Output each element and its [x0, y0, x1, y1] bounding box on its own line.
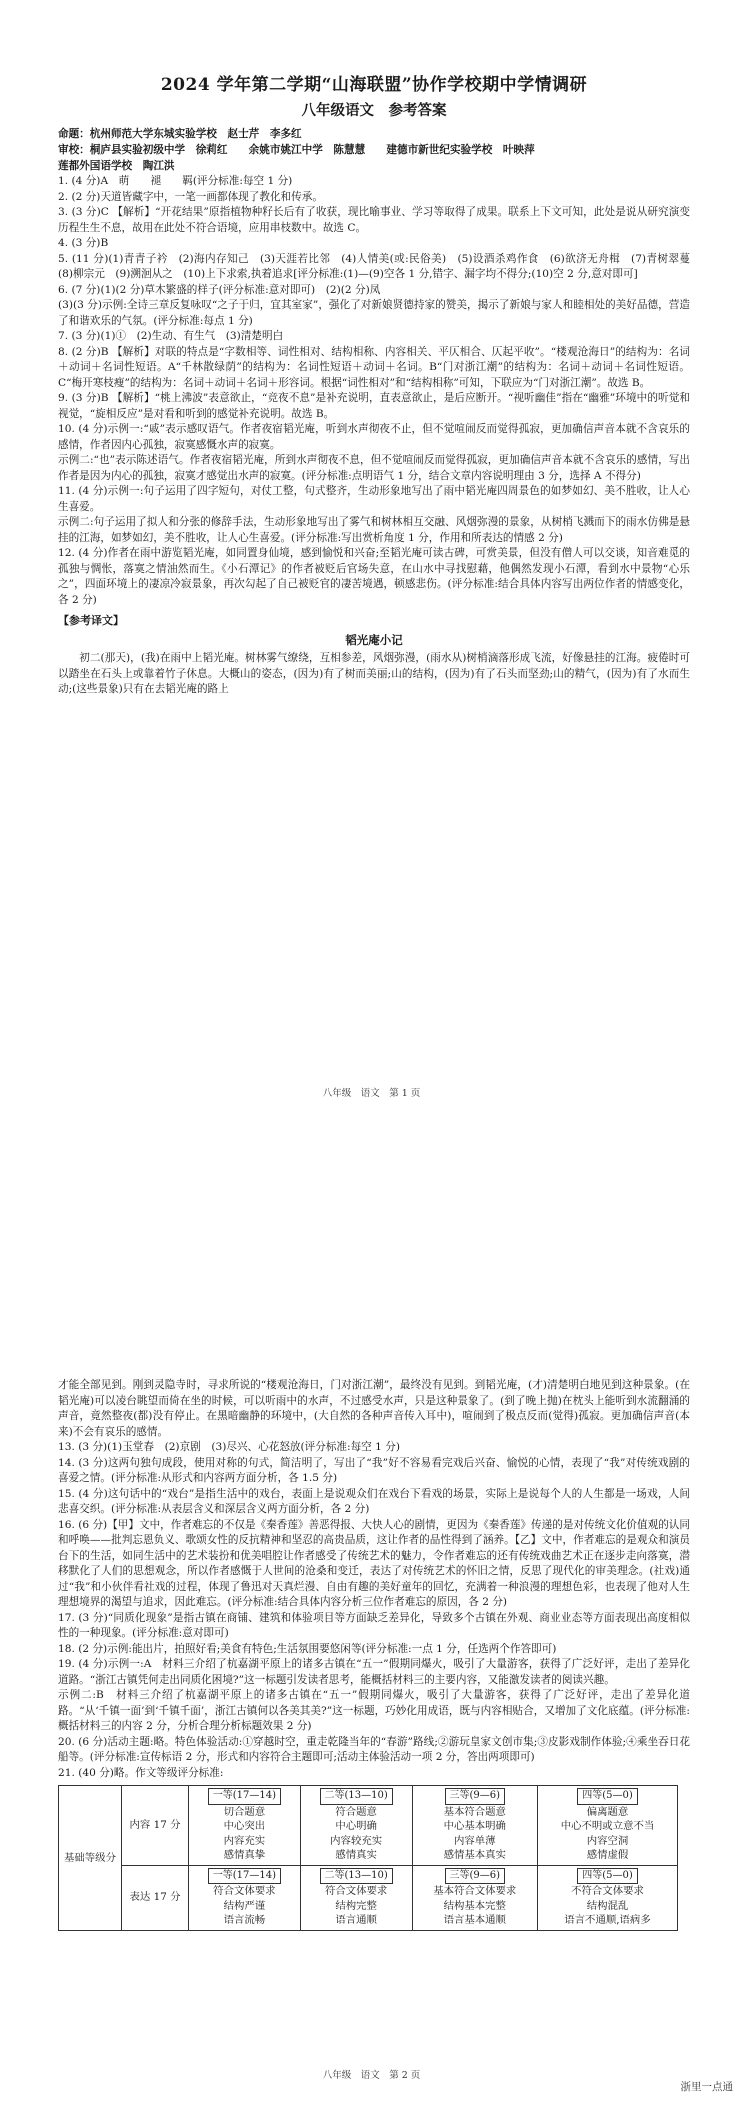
level-text	[416, 1805, 534, 1863]
grade-line: 偏离题意	[586, 1805, 629, 1818]
answer-paragraph: 16. (6 分)【甲】文中，作者难忘的不仅是《秦香莲》善恶得报、大快人心的剧情，更因为《秦香莲》传递的是对传统文化价值观的认同和呼唤——批判忘恩负义、歌颂女性的反抗精神和坚忍的高贵品质，这让作者的品性得到了涵养。【乙】文中，作者难忘的是观众和演员台下的生活，如同生活中的艺术装扮和优美唱腔让作者感受了传统艺术的魅力，令作者难忘的还有传统戏曲艺术正在逐步走向落寞，潜移默化了人们的思想观念，所以作者感慨于人世间的沧桑和变迁，表达了对传统艺术的怀旧之情，反思了现代化的审美理念。(社戏)通过“我”和小伙伴看社戏的过程，体现了鲁迅对天真烂漫、自由有趣的美好童年的回忆，充满着一种浪漫的理想色彩，也表现了他对人生理想境界的渴望与追求，因此难忘。(评分标准:结合具体内容分析三位作者难忘的原因，各 2 分)	[58, 1518, 690, 1608]
answer-paragraph: 示例二:“也”表示陈述语气。作者夜宿韬光庵，所到水声彻夜不息，但不觉喧闹反而觉得孤寂，更加确信声音本就不含哀乐的感情，写出作者是因为内心的孤独，寂寞才感觉出水声的寂寞。(评分标准:点明语气 1 分，结合文章内容说明理由 3 分，选择 A 不得分)	[58, 454, 690, 482]
level-label: 一等(17—14)	[208, 1868, 281, 1885]
expression-cell-3	[412, 1865, 537, 1930]
grade-line: 语言不通顺,语病多	[564, 1914, 651, 1926]
grade-category: 基础等级分	[59, 1786, 122, 1931]
expression-cell-2	[300, 1865, 412, 1930]
answer-paragraph: 12. (4 分)作者在雨中游览韬光庵，如同置身仙境，感到愉悦和兴奋;至韬光庵可读古碑，可赏美景，但没有僧人可以交谈，知音难觅的孤独与惆怅，落寞之情油然而生。《小石潭记》的作者被贬后官场失意，在山水中寻找慰藉，他偶然发现小石潭，看到水中景物“心乐之”，四面环境上的凄凉冷寂景象，再次勾起了自己被贬官的凄苦境遇，顿感悲伤。(评分标准:结合具体内容写出两位作者的情感变化，各 2 分)	[58, 547, 690, 606]
level-text	[541, 1805, 674, 1863]
grade-row-expression	[59, 1865, 678, 1930]
grade-line: 感情真挚	[223, 1849, 266, 1861]
reviewers-line-2: 莲都外国语学校 陶江洪	[58, 160, 175, 172]
page-footer-2: 八年级 语文 第 2 页	[322, 2070, 421, 2081]
answer-paragraph: 21. (40 分)略。作文等级评分标准:	[58, 1766, 224, 1779]
page-1-content	[58, 70, 701, 698]
expression-cell-4	[538, 1865, 678, 1930]
reviewers-line: 审校：桐庐县实验初级中学 徐莉红 余姚市姚江中学 陈慧慧 建德市新世纪实验学校 叶映萍	[58, 144, 535, 156]
grade-line: 内容充实	[223, 1834, 266, 1847]
answer-paragraph: 10. (4 分)示例一:“戚”表示感叹语气。作者夜宿韬光庵，听到水声彻夜不止，但不觉喧闹反而觉得孤寂，更加确信声音本就不含哀乐的感情，作者因内心孤独，寂寞感慨水声的寂寞。	[58, 423, 690, 451]
level-text	[541, 1884, 674, 1928]
grade-line: 感情真实	[335, 1849, 377, 1861]
answer-paragraph: 15. (4 分)这句话中的“戏台”是指生活中的戏台，表面上是说观众们在戏台下看戏的场景，实际上是说每个人的人生都是一场戏，人间悲喜交织。(评分标准:从表层含义和深层含义两方面分析，各 2 分)	[58, 1487, 690, 1515]
answer-paragraph: 1. (4 分)A 萌 褪 羁(评分标准:每空 1 分)	[58, 175, 293, 187]
essay-grade-table	[58, 1785, 678, 1931]
level-label: 三等(9—6)	[445, 1788, 506, 1805]
answer-paragraph: 2. (2 分)天道皆藏字中，一笔一画都体现了教化和传承。	[58, 190, 323, 203]
grade-line: 语言基本通顺	[443, 1914, 506, 1926]
expression-label: 表达 17 分	[122, 1865, 189, 1930]
answer-paragraph: 19. (4 分)示例一:A 材料三介绍了杭嘉湖平原上的诸多古镇在“五一”假期同爆火，吸引了大量游客，获得了广泛好评，走出了差异化道路。“浙江古镇凭何走出同质化困境?”这一标题引发读者思考，能概括材料三的主要内容，又能激发读者的阅读兴趣。	[58, 1658, 690, 1686]
answer-paragraph: 示例二:B 材料三介绍了杭嘉湖平原上的诸多古镇在“五一”假期同爆火，吸引了大量游客，获得了广泛好评，走出了差异化道路。“从‘千镇一面’到‘千镇千面’，浙江古镇何以各美其美?”这一标题，巧妙化用成语，既与内容相贴合，又增加了文化底蕴。(评分标准:概括材料三的内容 2 分，分析合理分析标题效果 2 分)	[58, 1689, 690, 1732]
grade-line: 中心不明或立意不当	[560, 1820, 655, 1832]
answer-paragraph: 14. (3 分)这两句独句成段，使用对称的句式，简洁明了，写出了“我”好不容易看完戏后兴奋、愉悦的心情，表现了“我”对传统戏剧的喜爱之情。(评分标准:从形式和内容两方面分析，各 1.5 分)	[58, 1456, 690, 1484]
grade-line: 中心基本明确	[443, 1820, 506, 1832]
level-text	[304, 1884, 409, 1928]
grade-line: 切合题意	[223, 1805, 266, 1818]
page-subtitle: 八年级语文 参考答案	[301, 102, 447, 119]
answer-paragraph: 18. (2 分)示例:能出片，拍照好看;美食有特色;生活氛围要悠闲等(评分标准:一点 1 分，任选两个作答即可)	[58, 1642, 557, 1655]
level-text	[304, 1805, 409, 1863]
grade-line: 中心突出	[223, 1820, 266, 1832]
level-label: 四等(5—0)	[577, 1868, 638, 1885]
answer-paragraph: (3)(3 分)示例:全诗三章反复咏叹“之子于归，宜其室家”，强化了对新娘贤德持家的赞美，揭示了新娘与家人和睦相处的美好品德，营造了和谐欢乐的气氛。(评分标准:每点 1 分)	[58, 299, 690, 327]
grade-line: 内容空洞	[586, 1834, 629, 1847]
content-cell-3	[412, 1786, 537, 1866]
grade-line: 感情虚假	[586, 1849, 629, 1861]
answer-paragraph: 3. (3 分)C 【解析】“开花结果”原指植物种籽长后有了收获，现比喻事业、学习等取得了成果。联系上下文可知，此处是说从研究演变历程生生不息，故用在此处不符合语境，应用串枝数中。故选 C。	[58, 206, 690, 234]
translation-title: 韬光庵小记	[345, 633, 403, 647]
page-title: 2024 学年第二学期“山海联盟”协作学校期中学情调研	[160, 75, 588, 95]
translation-section-label: 【参考译文】	[58, 614, 124, 627]
page-2	[0, 1110, 743, 2102]
grade-line: 中心明确	[335, 1820, 377, 1832]
answer-paragraph: 7. (3 分)(1)① (2)生动、有生气 (3)清楚明白	[58, 330, 284, 342]
grade-line: 语言流畅	[223, 1914, 266, 1926]
answer-paragraph: 示例二:句子运用了拟人和分张的修辞手法，生动形象地写出了雾气和树林相互交融、风烟弥漫的景象，从树梢飞溅而下的雨水仿佛是悬挂的江海，如梦如幻，美不胜收，让人心生喜爱。(评分标准:写出赏析角度 1 分，作用和所表达的情感 2 分)	[58, 516, 690, 544]
content-label: 内容 17 分	[122, 1786, 189, 1866]
grade-line: 感情基本真实	[443, 1849, 506, 1861]
grade-line: 不符合文体要求	[571, 1885, 644, 1897]
grade-line: 基本符合文体要求	[433, 1885, 517, 1897]
level-label: 三等(9—6)	[445, 1868, 506, 1885]
grade-line: 结构完整	[335, 1899, 377, 1912]
grade-line: 内容单薄	[453, 1834, 496, 1847]
level-label: 一等(17—14)	[208, 1788, 281, 1805]
grade-line: 结构基本完整	[443, 1899, 506, 1912]
answer-paragraph: 5. (11 分)(1)青青子衿 (2)海内存知己 (3)天涯若比邻 (4)人情美(或:民俗美) (5)设酒杀鸡作食 (6)欲济无舟楫 (7)青树翠蔓 (8)柳宗元 (9)溯洄从之 (10)上下求索,执着追求[评分标准:(1)—(9)空各 1 分,错字、漏字均不得分;(10)空 2 分,意对即可]	[58, 252, 701, 280]
answers-part-2	[58, 1378, 690, 1781]
grade-line: 基本符合题意	[443, 1805, 506, 1818]
grade-line: 内容较充实	[330, 1834, 383, 1847]
level-label: 二等(13—10)	[320, 1788, 393, 1805]
watermark-text: 浙里一点通	[680, 2081, 733, 2093]
translation-text: 初二(那天)，(我)在雨中上韬光庵。树林雾气缭绕，互相参差，风烟弥漫，(雨水从)树梢滴落形成飞流，好像悬挂的江海。疲倦时可以踏坐在石头上或靠着竹子休息。大概山的姿态，(因为)有了树而美丽;山的结构，(因为)有了石头而坚劲;山的精气，(因为)有了水而生动;(这些景象)只有在去韬光庵的路上	[58, 652, 690, 695]
answer-paragraph: 17. (3 分)“同质化现象”是指古镇在商铺、建筑和体验项目等方面缺乏差异化，导致多个古镇在外观、商业业态等方面表现出高度相似性的一种现象。(评分标准:意对即可)	[58, 1611, 690, 1639]
answer-paragraph: 4. (3 分)B	[58, 237, 109, 249]
level-text	[192, 1805, 297, 1863]
grade-line: 符合文体要求	[213, 1885, 276, 1897]
page-footer-1: 八年级 语文 第 1 页	[322, 1088, 421, 1099]
grade-line: 语言通顺	[335, 1914, 377, 1926]
level-label: 二等(13—10)	[320, 1868, 393, 1885]
level-label: 四等(5—0)	[577, 1788, 638, 1805]
proposers-line: 命题：杭州师范大学东城实验学校 赵士芹 李多红	[58, 128, 302, 140]
answer-paragraph: 11. (4 分)示例一:句子运用了四字短句，对仗工整，句式整齐，生动形象地写出了雨中韬光庵四周景色的如梦如幻、美不胜收，让人心生喜爱。	[58, 485, 690, 513]
grade-line: 结构严谨	[223, 1899, 266, 1912]
answers-part-1	[58, 174, 701, 608]
answer-paragraph: 13. (3 分)(1)玉堂春 (2)京剧 (3)尽兴、心花怒放(评分标准:每空 1 分)	[58, 1441, 400, 1453]
content-cell-1	[189, 1786, 301, 1866]
answer-paragraph: 才能全部见到。刚到灵隐寺时，寻求所说的“楼观沧海日，门对浙江潮”，最终没有见到。到韬光庵，(才)清楚明白地见到这种景象。(在韬光庵)可以凌台眺望而倚在坐的时候，可以听雨中的水声，不过感受水声，只是这种景象了。(到了晚上抛)在枕头上能听到水流翻涌的声音，竟然整夜(都)没有停止。在黑暗幽静的环境中，(大自然的各种声音传入耳中)，喧闹到了极点反而(觉得)孤寂。更加确信声音(本来)不会有哀乐的感情。	[58, 1379, 690, 1438]
answer-paragraph: 6. (7 分)(1)(2 分)草木繁盛的样子(评分标准:意对即可) (2)(2 分)凤	[58, 283, 381, 296]
expression-cell-1	[189, 1865, 301, 1930]
content-cell-2	[300, 1786, 412, 1866]
level-text	[416, 1884, 534, 1928]
answer-paragraph: 8. (2 分)B 【解析】对联的特点是“字数相等、词性相对、结构相称、内容相关、平仄相合、仄起平收”。“楼观沧海日”的结构为：名词＋动词＋名词性短语。A“千林散绿荫”的结构为：名词性短语＋动词＋名词。B“门对浙江潮”的结构为：名词＋动词＋名词性短语。C“梅开寒枝瘦”的结构为：名词＋动词＋名词＋形容词。根据“词性相对”和“结构相称”可知，下联应为“门对浙江潮”。故选 B。	[58, 345, 690, 389]
page-2-content	[58, 1378, 690, 1931]
answer-paragraph: 20. (6 分)活动主题:略。特色体验活动:①穿越时空，重走乾隆当年的“春游”路线;②游玩皇家文创市集;③皮影戏制作体验;④乘坐吞日花船等。(评分标准:宣传标语 2 分，形式和内容符合主题即可;活动主体验活动一项 2 分，答出两项即可)	[58, 1735, 690, 1763]
level-text	[192, 1884, 297, 1928]
content-cell-4	[538, 1786, 678, 1866]
grade-row-content	[59, 1786, 678, 1866]
grade-line: 符合题意	[335, 1805, 377, 1818]
grade-line: 符合文体要求	[324, 1885, 388, 1897]
answer-paragraph: 9. (3 分)B 【解析】“桃上沸波”表意欲止，“竞夜不息”是补充说明，直表意欲止，是后应断开。“视听幽佳”指在“幽雅”环境中的听觉和视觉，“旋相反应”是对看和听到的感觉补充说明。故选 B。	[58, 392, 690, 420]
grade-line: 结构混乱	[586, 1899, 629, 1912]
